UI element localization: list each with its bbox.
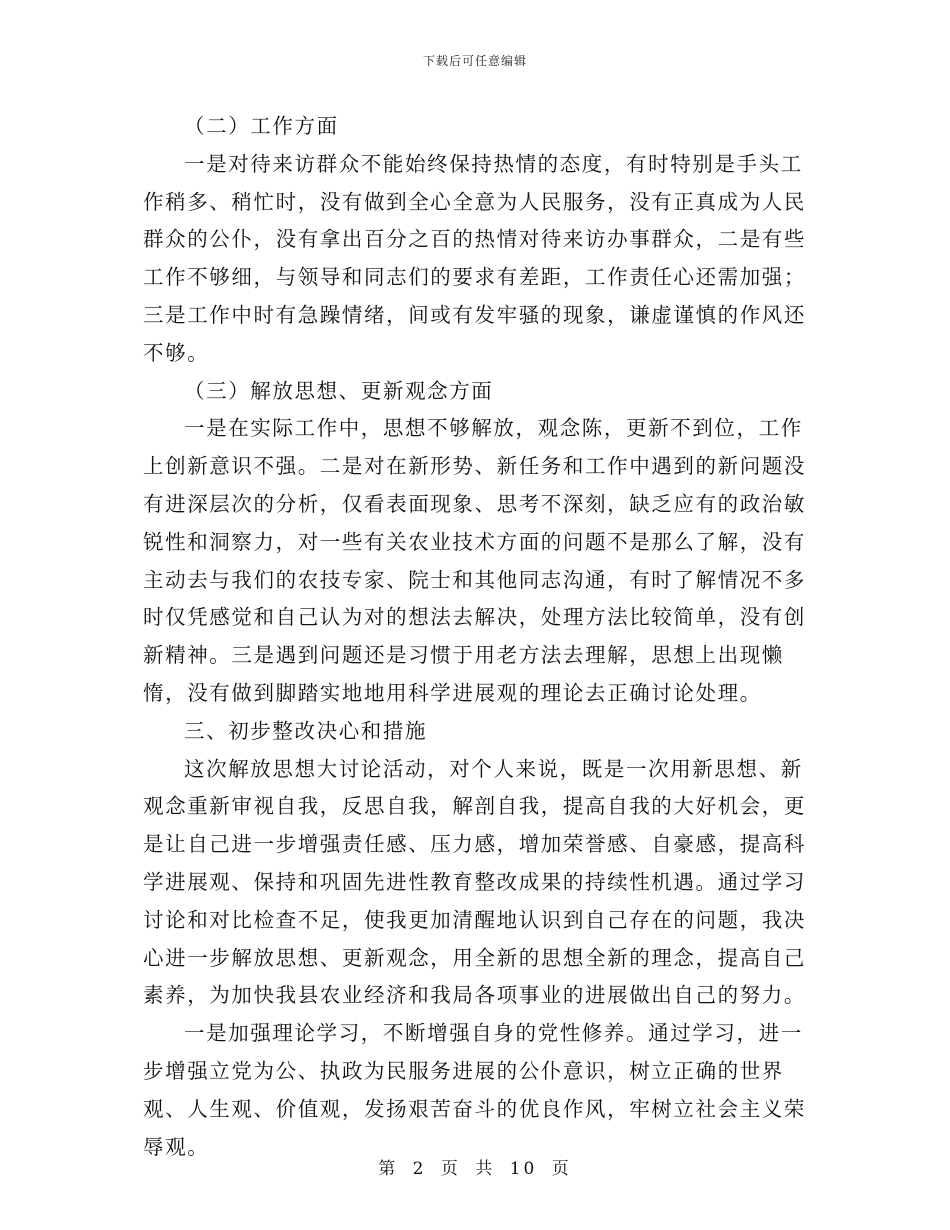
body-paragraph-thinking-issues: 一是在实际工作中，思想不够解放，观念陈，更新不到位，工作上创新意识不强。二是对在新形势、新任务和工作中遇到的新问题没有进深层次的分析，仅看表面现象、思考不深刻，缺乏应有的政治敏锐性和洞察力，对一些有关农业技术方面的问题不是那么了解，没有主动去与我们的农技专家、院士和其他同志沟通，有时了解情况不多时仅凭感觉和自己认为对的想法去解决，处理方法比较简单，没有创新精神。三是遇到问题还是习惯于用老方法去理解，思想上出现懒惰，没有做到脚踏实地地用科学进展观的理论去正确讨论处理。 [143, 416, 806, 705]
body-paragraph-work-issues: 一是对待来访群众不能始终保持热情的态度，有时特别是手头工作稍多、稍忙时，没有做到全心全意为人民服务，没有正真成为人民群众的公仆，没有拿出百分之百的热情对待来访办事群众，二是有些工作不够细，与领导和同志们的要求有差距，工作责任心还需加强；三是工作中时有急躁情绪，间或有发牢骚的现象，谦虚谨慎的作风还不够。 [143, 151, 806, 365]
page-number-footer: 第 2 页 共 10 页 [378, 1159, 572, 1179]
body-paragraph-rectification-intro: 这次解放思想大讨论活动，对个人来说，既是一次用新思想、新观念重新审视自我，反思自我，解剖自我，提高自我的大好机会，更是让自己进一步增强责任感、压力感，增加荣誉感、自豪感，提高科学进展观、保持和巩固先进性教育整改成果的持续性机遇。通过学习讨论和对比检查不足，使我更加清醒地认识到自己存在的问题，我决心进一步解放思想、更新观念，用全新的思想全新的理念，提高自己素养，为加快我县农业经济和我局各项事业的进展做出自己的努力。 [143, 756, 806, 1008]
section-heading-rectification: 三、初步整改决心和措施 [184, 718, 428, 743]
section-heading-thinking: （三）解放思想、更新观念方面 [184, 378, 494, 403]
page-header: 下载后可任意编辑 [422, 54, 527, 68]
body-paragraph-measure-one: 一是加强理论学习，不断增强自身的党性修养。通过学习，进一步增强立党为公、执政为民服务进展的公仆意识，树立正确的世界观、人生观、价值观，发扬艰苦奋斗的优良作风，牢树立社会主义荣辱观。 [143, 1021, 806, 1159]
document-body [143, 108, 813, 1166]
section-heading-work: （二）工作方面 [184, 114, 339, 138]
